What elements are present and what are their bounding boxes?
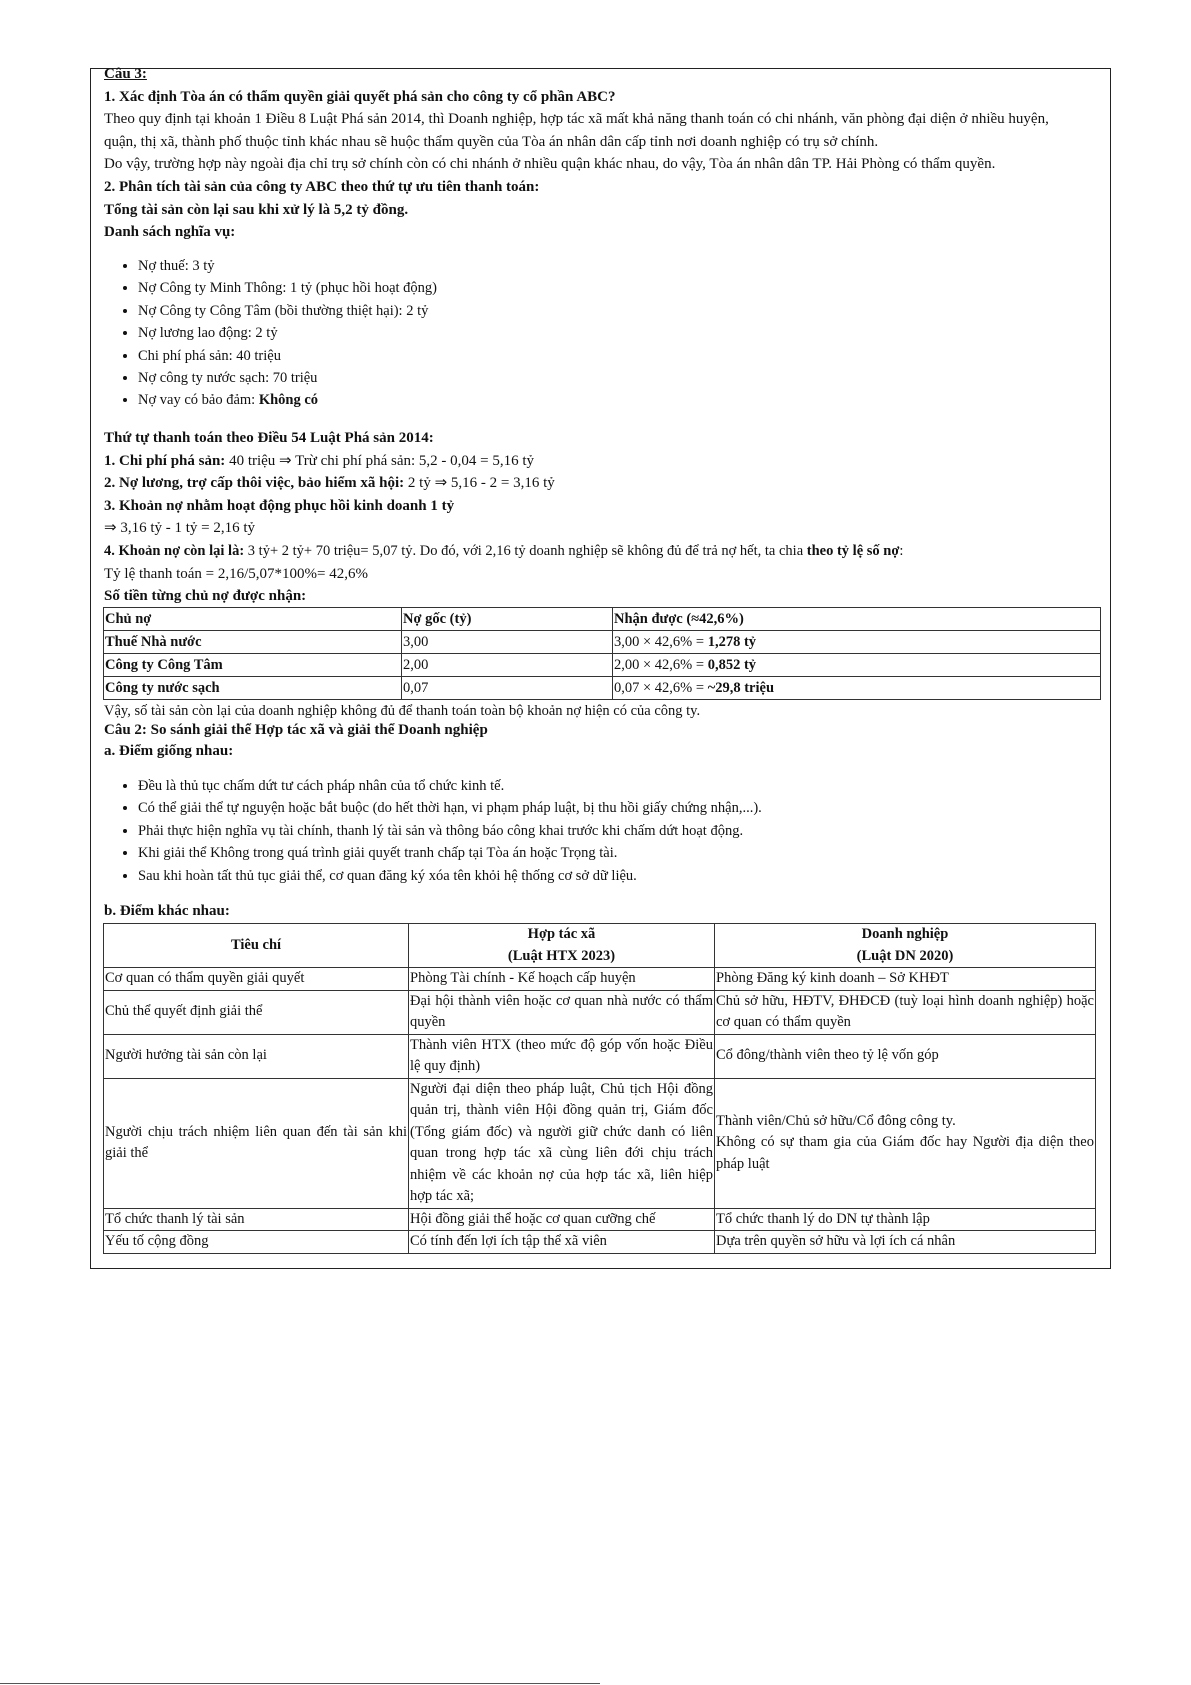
criteria: Chủ thể quyết định giải thể [104, 990, 409, 1034]
payment-ratio: Tỷ lệ thanh toán = 2,16/5,07*100%= 42,6% [104, 565, 368, 582]
criteria: Yếu tố cộng đồng [104, 1231, 409, 1254]
s1-p3: Do vậy, trường hợp này ngoài địa chỉ trụ sở chính còn có chi nhánh ở nhiều quận khác nhau, do vậy, Tòa án nhân dân TP. Hải Phòng có thẩm quyền. [104, 156, 996, 173]
principal: 3,00 [402, 631, 613, 654]
result: 0,852 tỷ [707, 657, 757, 673]
creditor-name: Công ty Công Tâm [105, 657, 223, 673]
step-colon: : [899, 542, 904, 559]
enterprise-value-line: Không có sự tham gia của Giám đốc hay Người địa diện theo pháp luật [716, 1134, 1094, 1172]
column-subheader: (Luật HTX 2023) [507, 947, 616, 964]
received [613, 654, 1101, 677]
list-item: • Chi phí phá sản: 40 triệu [138, 345, 1101, 367]
similarity-list [104, 775, 1101, 887]
q2-heading: Câu 2: So sánh giải thể Hợp tác xã và giải thể Doanh nghiệp [104, 722, 488, 738]
column-header: Chủ nợ [105, 611, 152, 627]
table-header-row [104, 608, 1101, 631]
a-title: a. Điểm giống nhau: [104, 743, 234, 759]
step-label: 4. Khoản nợ còn lại là: [104, 542, 245, 559]
table-row [104, 990, 1096, 1034]
step-3: 3. Khoản nợ nhằm hoạt động phục hồi kinh doanh 1 tỷ [104, 497, 455, 514]
coop-value: Người đại diện theo pháp luật, Chủ tịch Hội đồng quản trị, thành viên Hội đồng quản trị, Giám đốc (Tổng giám đốc) và người giữ chức danh có liên quan trong hợp tác xã cùng liên đới chịu trách nhiệm về các khoản nợ của hợp tác xã, liên hiệp hợp tác xã; [409, 1078, 715, 1208]
list-item [138, 389, 1101, 411]
order-title: Thứ tự thanh toán theo Điều 54 Luật Phá sản 2014: [104, 430, 434, 446]
s2-list-title: Danh sách nghĩa vụ: [104, 224, 236, 241]
step-text: 3 tỷ+ 2 tỷ+ 70 triệu= 5,07 tỷ. Do đó, với 2,16 tỷ doanh nghiệp sẽ không đủ để trả nợ hết, ta chia [244, 542, 807, 559]
enterprise-value: Dựa trên quyền sở hữu và lợi ích cá nhân [715, 1231, 1096, 1254]
obligation-list [104, 255, 1101, 412]
enterprise-value-line: Thành viên/Chủ sở hữu/Cổ đông công ty. [716, 1112, 956, 1129]
column-header: Hợp tác xã [527, 926, 596, 942]
column-header: Tiêu chí [230, 936, 282, 953]
list-item: • Nợ công ty nước sạch: 70 triệu [138, 367, 1101, 389]
table-row [104, 1034, 1096, 1078]
coop-value: Hội đồng giải thể hoặc cơ quan cưỡng chế [409, 1208, 715, 1231]
step-text: 40 triệu ⇒ Trừ chi phí phá sản: 5,2 - 0,04 = 5,16 tỷ [225, 452, 535, 469]
list-item-label: Nợ vay có bảo đảm: [138, 392, 259, 409]
enterprise-value: Phòng Đăng ký kinh doanh – Sở KHĐT [715, 968, 1096, 991]
page-bottom-divider [0, 1683, 600, 1684]
step-3-calc: ⇒ 3,16 tỷ - 1 tỷ = 2,16 tỷ [104, 520, 256, 537]
column-header: Nhận được (≈42,6%) [614, 611, 744, 627]
result: 1,278 tỷ [707, 634, 757, 650]
step-text-bold: theo tỷ lệ số nợ [806, 542, 900, 559]
enterprise-value [715, 1078, 1096, 1208]
list-item: • Đều là thủ tục chấm dứt tư cách pháp nhân của tổ chức kinh tế. [138, 775, 1101, 797]
question-2 [104, 702, 1101, 763]
s1-title: 1. Xác định Tòa án có thẩm quyền giải quyết phá sản cho công ty cổ phần ABC? [104, 88, 616, 105]
step-1 [104, 450, 1101, 473]
principal: 2,00 [402, 654, 613, 677]
q3-heading: Câu 3: [104, 66, 147, 82]
calc: 3,00 × 42,6% = [614, 634, 708, 650]
table-row [104, 1208, 1096, 1231]
coop-value: Có tính đến lợi ích tập thể xã viên [409, 1231, 715, 1254]
list-item: • Nợ lương lao động: 2 tỷ [138, 322, 1101, 344]
comparison-table [103, 923, 1096, 1254]
list-item: • Nợ thuế: 3 tỷ [138, 255, 1101, 277]
coop-value: Thành viên HTX (theo mức độ góp vốn hoặc Điều lệ quy định) [409, 1034, 715, 1078]
list-item: • Nợ Công ty Công Tâm (bồi thường thiệt hại): 2 tỷ [138, 300, 1101, 322]
received [613, 677, 1101, 700]
calc: 0,07 × 42,6% = [614, 680, 708, 696]
enterprise-value: Tổ chức thanh lý do DN tự thành lập [715, 1208, 1096, 1231]
b-title: b. Điểm khác nhau: [104, 903, 230, 919]
question-3 [104, 63, 1101, 244]
table-row [104, 1078, 1096, 1208]
creditor-table [103, 607, 1101, 700]
table-row [104, 654, 1101, 677]
creditor-name: Công ty nước sạch [105, 680, 220, 696]
step-2 [104, 472, 1101, 495]
s2-total: Tổng tài sản còn lại sau khi xử lý là 5,2 tỷ đồng. [104, 201, 409, 218]
s1-p2: quận, thị xã, thành phố thuộc tỉnh khác nhau sẽ huộc thẩm quyền của Tòa án nhân dân cấp tỉnh nơi doanh nghiệp có trụ sở chính. [104, 133, 879, 150]
principal: 0,07 [402, 677, 613, 700]
enterprise-value: Cổ đông/thành viên theo tỷ lệ vốn góp [715, 1034, 1096, 1078]
list-item: • Phải thực hiện nghĩa vụ tài chính, thanh lý tài sản và thông báo công khai trước khi chấm dứt hoạt động. [138, 820, 1101, 842]
coop-value: Phòng Tài chính - Kế hoạch cấp huyện [409, 968, 715, 991]
table-row [104, 677, 1101, 700]
step-text: 2 tỷ ⇒ 5,16 - 2 = 3,16 tỷ [404, 475, 555, 492]
criteria: Tổ chức thanh lý tài sản [104, 1208, 409, 1231]
s2-title: 2. Phân tích tài sản của công ty ABC theo thứ tự ưu tiên thanh toán: [104, 178, 540, 195]
received [613, 631, 1101, 654]
column-header: Nợ gốc (tỷ) [403, 611, 472, 627]
criteria: Người hưởng tài sản còn lại [104, 1034, 409, 1078]
table-row [104, 1231, 1096, 1254]
list-item: • Có thể giải thể tự nguyện hoặc bắt buộc (do hết thời hạn, vi phạm pháp luật, bị thu hồi giấy chứng nhận,...). [138, 797, 1101, 819]
step-4 [104, 540, 1101, 563]
criteria: Người chịu trách nhiệm liên quan đến tài sản khi giải thể [104, 1078, 409, 1208]
column-subheader: (Luật DN 2020) [856, 947, 954, 964]
table-row [104, 968, 1096, 991]
coop-value: Đại hội thành viên hoặc cơ quan nhà nước có thẩm quyền [409, 990, 715, 1034]
table-row [104, 631, 1101, 654]
creditor-name: Thuế Nhà nước [105, 634, 202, 650]
step-label: 1. Chi phí phá sản: [104, 452, 226, 469]
list-item: • Sau khi hoàn tất thủ tục giải thể, cơ quan đăng ký xóa tên khỏi hệ thống cơ sở dữ liệu. [138, 865, 1101, 887]
enterprise-value: Chủ sở hữu, HĐTV, ĐHĐCĐ (tuỳ loại hình doanh nghiệp) hoặc cơ quan có thẩm quyền [715, 990, 1096, 1034]
table-header-row [104, 924, 1096, 968]
payment-order [104, 427, 1101, 608]
step-label: 2. Nợ lương, trợ cấp thôi việc, bảo hiểm xã hội: [104, 475, 405, 492]
s1-p1: Theo quy định tại khoản 1 Điều 8 Luật Phá sản 2014, thì Doanh nghiệp, hợp tác xã mất khả năng thanh toán có chi nhánh, văn phòng đại diện ở nhiều huyện, [104, 111, 1049, 128]
creditors-title: Số tiền từng chủ nợ được nhận: [104, 588, 307, 605]
result: ~29,8 triệu [707, 680, 775, 696]
list-item: • Khi giải thể Không trong quá trình giải quyết tranh chấp tại Tòa án hoặc Trọng tài. [138, 842, 1101, 864]
criteria: Cơ quan có thẩm quyền giải quyết [104, 968, 409, 991]
calc: 2,00 × 42,6% = [614, 657, 708, 673]
list-item-value: Không có [258, 392, 319, 409]
column-header: Doanh nghiệp [861, 926, 949, 942]
conclusion: Vậy, số tài sản còn lại của doanh nghiệp không đủ để thanh toán toàn bộ khoản nợ hiện có của công ty. [104, 703, 701, 719]
list-item: • Nợ Công ty Minh Thông: 1 tỷ (phục hồi hoạt động) [138, 277, 1101, 299]
